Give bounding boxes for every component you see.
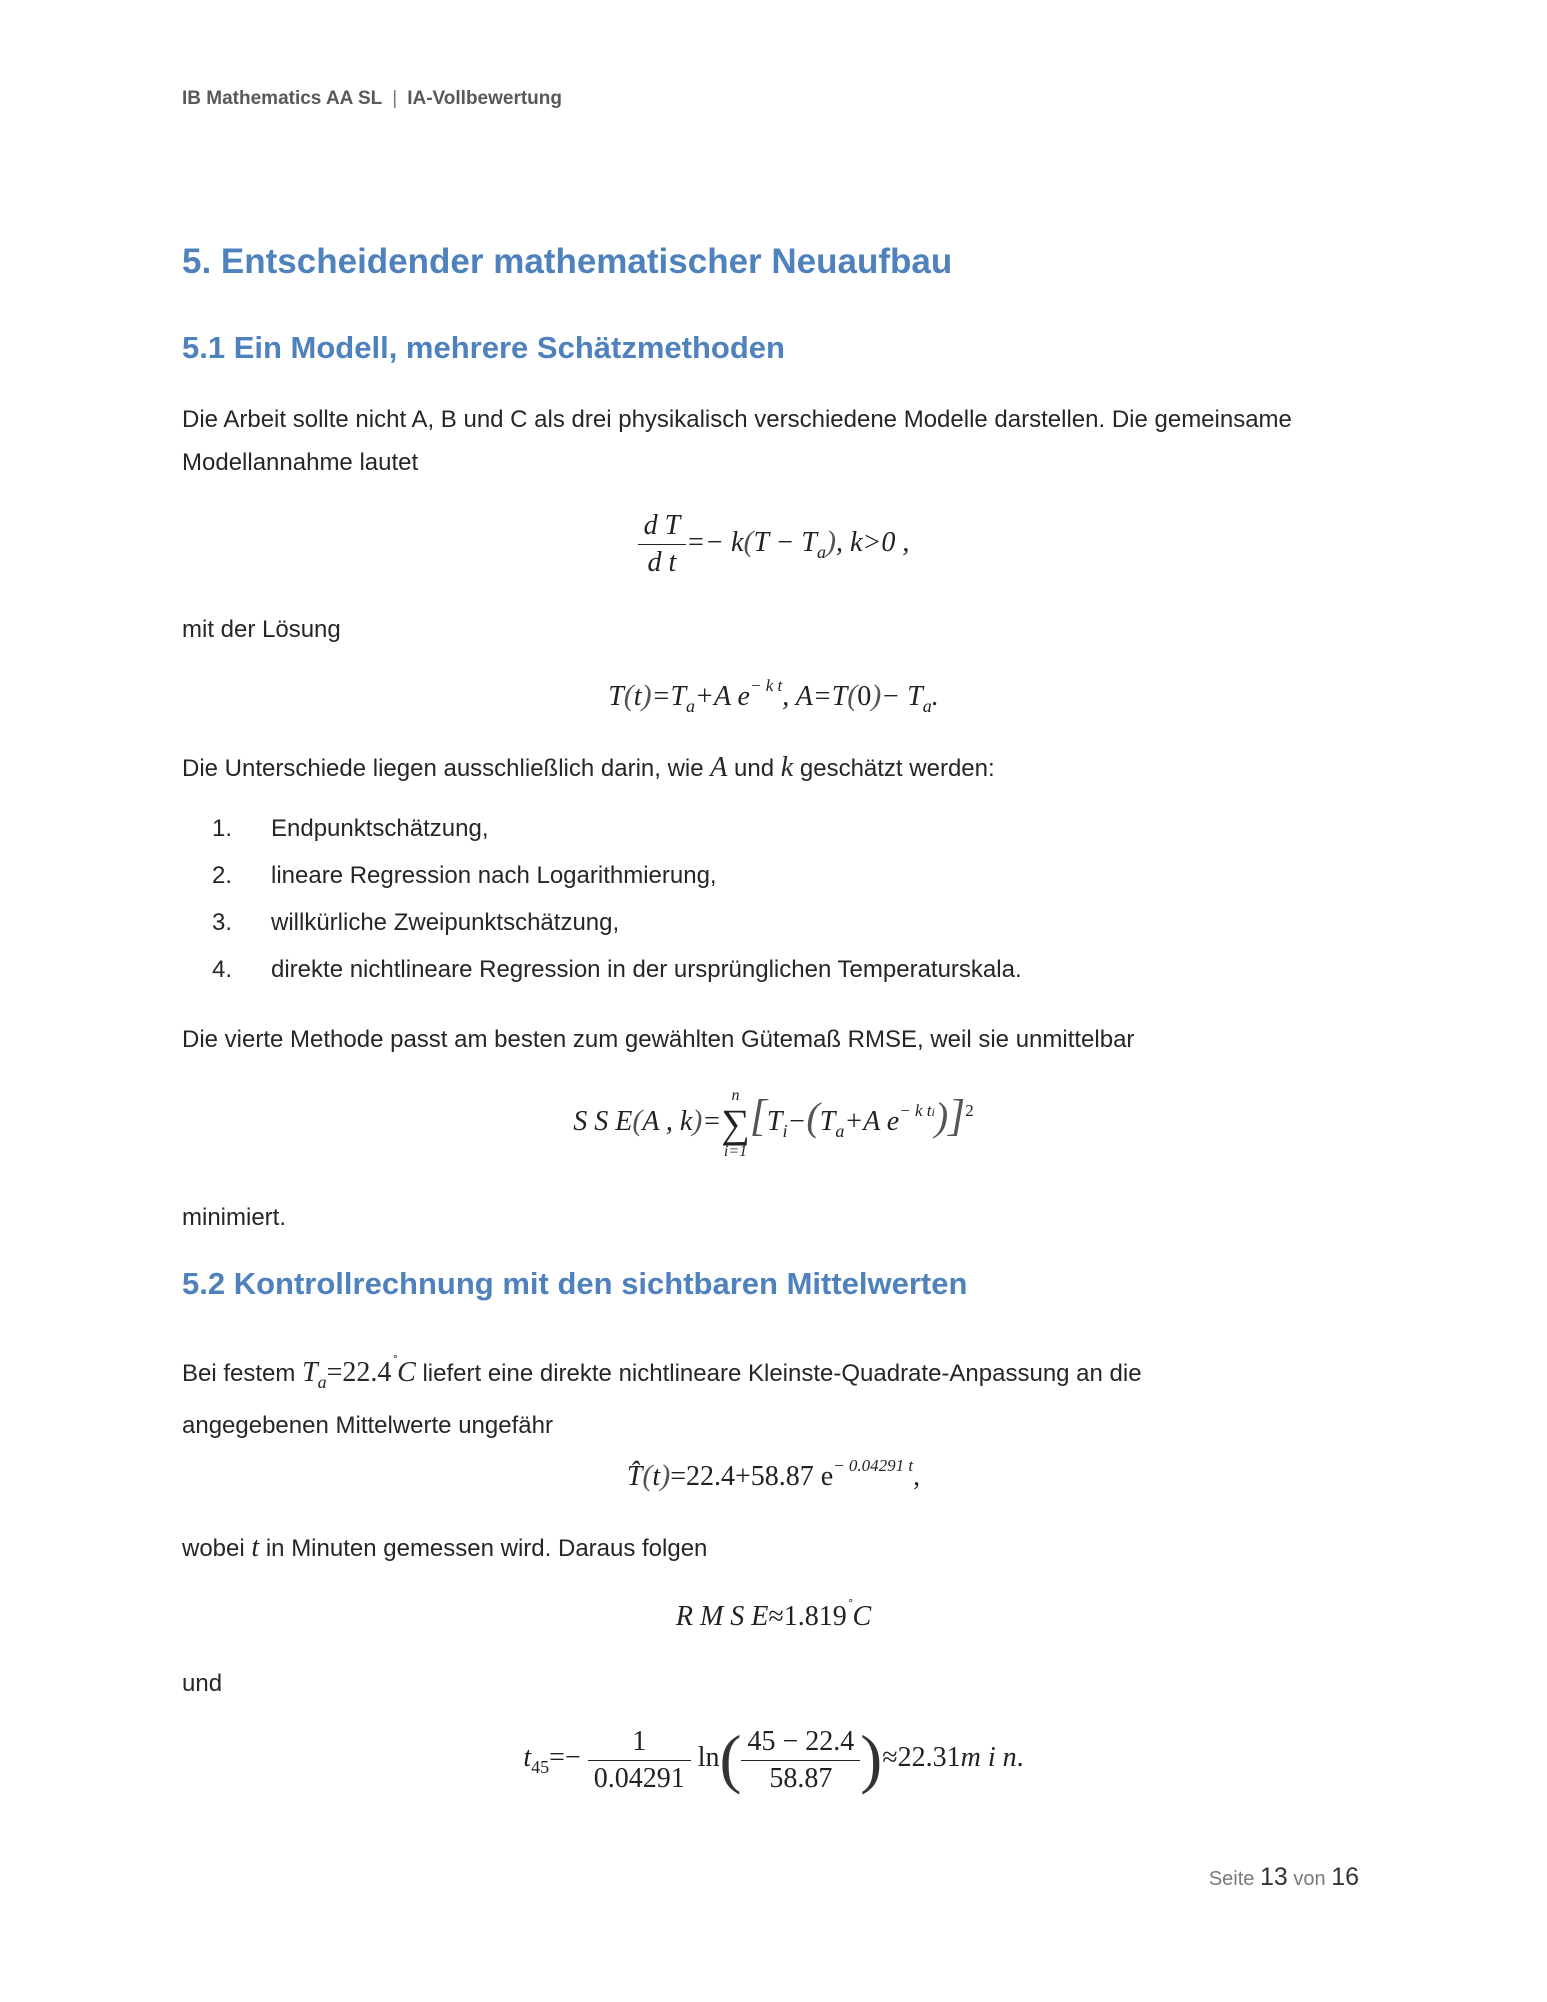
footer-seite: Seite xyxy=(1208,1868,1255,1890)
log-argument-fraction: $\frac{45 - 22.4}{58.87}$ xyxy=(741,1726,860,1795)
sse-equation: S S E(A , k)= n ∑ i=1 [$T_i-(T_a+A$ $e^{- k ti})]^2$ xyxy=(573,1087,974,1160)
header-course: IB Mathematics AA SL xyxy=(182,88,383,109)
solution-equation: $T(t)=T_a+A$ $e^{- k t}$, $A=T(0)- T_a$. xyxy=(608,676,939,716)
header-doc: IA-Vollbewertung xyxy=(407,88,562,109)
intro-line-2: Modellannahme lautet xyxy=(182,449,419,476)
section-heading: 5. Entscheidender mathematischer Neuaufbau xyxy=(182,242,953,281)
solution-intro: mit der Lösung xyxy=(182,616,341,643)
intro-paragraph xyxy=(182,398,1362,484)
ode-fraction: $\frac{\text{d T}}{\text{d t}}$ xyxy=(638,510,687,579)
fit-line-2: angegebenen Mittelwerte ungefähr xyxy=(182,1412,553,1439)
subsection-heading-5-2: 5.2 Kontrollrechnung mit den sichtbaren Mittelwerten xyxy=(182,1266,968,1301)
rmse-equation: R M S E≈1.819˚C xyxy=(675,1596,872,1632)
and-text: und xyxy=(182,1670,223,1697)
footer-page-total: 16 xyxy=(1331,1863,1359,1891)
minimized-text: minimiert. xyxy=(182,1204,287,1231)
fit-line-1: Bei festem $T_a=22.4^˚C$ liefert eine direkte nichtlineare Kleinste-Quadrate-Anpassung an die xyxy=(182,1352,1142,1392)
units-paragraph: wobei t in Minuten gemessen wird. Daraus folgen xyxy=(182,1532,708,1563)
header-separator: | xyxy=(392,88,398,109)
reciprocal-fraction: $\frac{1}{0.04291}$ xyxy=(588,1726,691,1795)
intro-line-1: Die Arbeit sollte nicht A, B und C als drei physikalisch verschiedene Modelle darstellen. Die gemeinsame xyxy=(182,406,1292,433)
t45-equation: $t_{45}=-$ $\frac{1}{0.04291}$ ln( $\frac{45 - 22.4}{58.87}$ )≈22.31m i n. xyxy=(523,1723,1024,1796)
running-header xyxy=(182,88,562,110)
footer-von: von xyxy=(1293,1868,1326,1890)
differences-paragraph: Die Unterschiede liegen ausschließlich darin, wie A und k geschätzt werden: xyxy=(182,752,995,783)
footer-page-number: 13 xyxy=(1260,1863,1288,1891)
summation-symbol: n ∑ i=1 xyxy=(721,1087,750,1160)
fourth-method-paragraph: Die vierte Methode passt am besten zum gewählten Gütemaß RMSE, weil sie unmittelbar xyxy=(182,1026,1135,1053)
fit-paragraph xyxy=(182,1340,1362,1447)
page-footer xyxy=(1209,1863,1359,1892)
ode-equation: $\frac{\text{d T}}{\text{d t}}$ =− $k(T - T_a)$, k>0 , xyxy=(0,510,1547,579)
fitted-model-equation: T̂(t)=22.4+58.87 $e^{- 0.04291 t}$, xyxy=(626,1456,921,1492)
document-page: IB Mathematics AA SL | IA-Vollbewertung 5. Entscheidender mathematischer Neuaufbau 5.1 Ein Modell, mehrere Schätzmethoden Die Arbeit sollte nicht A, B und C als drei physikalisch verschiedene Modelle darstellen. Die gemeinsame Modellannahme lautet $\frac{\text{d T}}{\text{d t}}$ =− $k(T - T_a)$, k>0 , mit der Lösung $T(t)=T_a+A$ $e^{- k t}$, $A=T(0)- T_a$. Die Unterschiede liegen ausschließlich darin, wie A und k geschätzt werden: 1. Endpunktschätzung, 2. lineare Regression nach Logarithmierung, 3. willkürliche Zweipunktschätzung, 4. direkte nichtlineare Regression in der ursprünglichen Temperaturskala. Die vierte Methode passt am besten zum gewählten Gütemaß RMSE, weil sie unmittelbar S S E(A , k)= n ∑ i=1 [$T_i-(T_a+A$ $e^{- k ti})]^2$ minimiert. 5.2 Kontrollrechnung mit den sichtbaren Mittelwerten Bei festem $T_a=22.4^˚C$ liefert eine direkte nichtlineare Kleinste-Quadrate-Anpassung an die angegebenen Mittelwerte ungefähr T̂(t)=22.4+58.87 $e^{- 0.04291 t}$, wobei t in Minuten gemessen wird. Daraus folgen R M S E≈1.819˚C und $t_{45}=-$ $\frac{1}{0.04291}$ ln( $\frac{45 - 22.4}{58.87}$ )≈22.31m i n. Seite 13 von 16 xyxy=(0,0,1547,2002)
subsection-heading-5-1: 5.1 Ein Modell, mehrere Schätzmethoden xyxy=(182,330,785,365)
